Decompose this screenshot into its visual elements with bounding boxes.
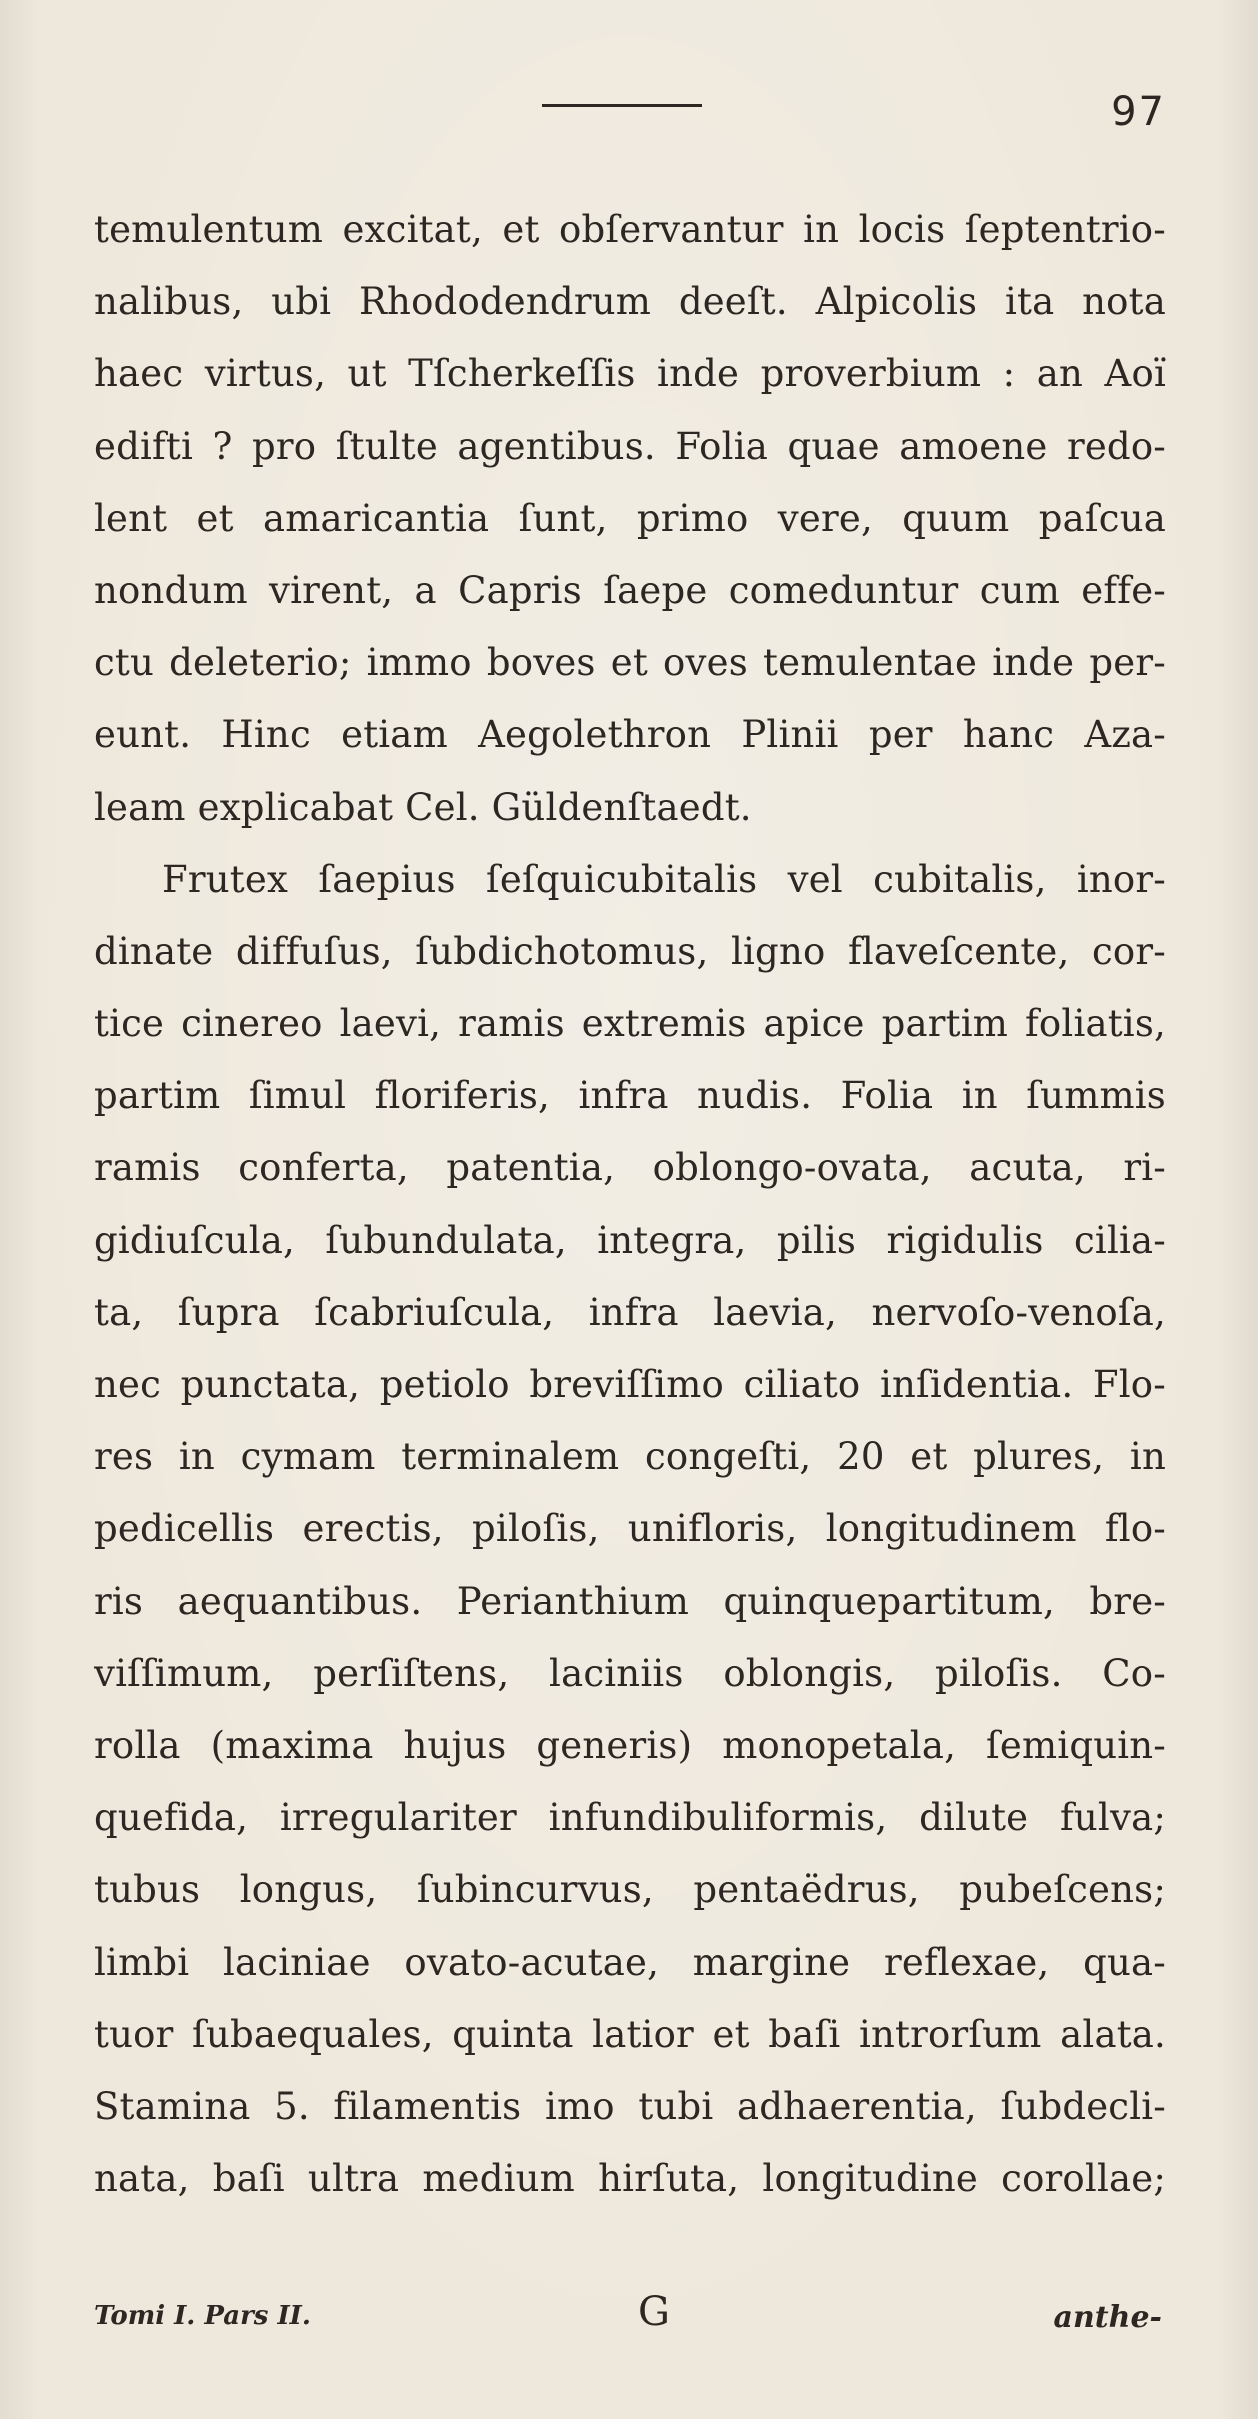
text-line: ta, ſupra ſcabriuſcula, infra laevia, nervoſo-venoſa,: [94, 1290, 1166, 1334]
text-line: nec punctata, petiolo breviſſimo ciliato inſidentia. Flo-: [94, 1363, 1166, 1406]
volume-label: Tomi I. Pars II.: [94, 2301, 311, 2331]
body-text: [94, 194, 1166, 2215]
text-line: Stamina 5. filamentis imo tubi adhaerentia, ſubdecli-: [94, 2084, 1166, 2128]
text-line: tuor ſubaequales, quinta latior et baſi introrſum alata.: [94, 2012, 1166, 2056]
page-footer: [94, 2288, 1166, 2348]
text-line: edifti ? pro ſtulte agentibus. Folia quae amoene redo-: [94, 424, 1166, 468]
catchword: anthe-: [1053, 2300, 1162, 2335]
text-line: Frutex ſaepius ſeſquicubitalis vel cubitalis, inor-: [162, 857, 1166, 901]
text-line: haec virtus, ut Tſcherkeſſis inde proverbium : an Aoï: [94, 352, 1166, 396]
text-line: temulentum excitat, et obſervantur in locis ſeptentrio-: [94, 208, 1166, 251]
text-line: rolla (maxima hujus generis) monopetala, ſemiquin-: [94, 1723, 1166, 1767]
text-line: ramis conferta, patentia, oblongo-ovata, acuta, ri-: [94, 1146, 1166, 1190]
text-line: lent et amaricantia ſunt, primo vere, quum paſcua: [94, 496, 1166, 540]
text-line: res in cymam terminalem congeſti, 20 et plures, in: [94, 1435, 1166, 1479]
signature-mark: G: [638, 2289, 670, 2335]
text-line: dinate diffuſus, ſubdichotomus, ligno flaveſcente, cor-: [94, 929, 1166, 973]
text-line: quefida, irregulariter infundibuliformis, dilute fulva;: [94, 1796, 1166, 1840]
text-line: leam explicabat Cel. Güldenſtaedt.: [94, 785, 752, 829]
text-line: tice cinereo laevi, ramis extremis apice partim foliatis,: [94, 1002, 1166, 1046]
text-line: partim ſimul floriferis, infra nudis. Folia in ſummis: [94, 1074, 1166, 1118]
text-line: nalibus, ubi Rhododendrum deeſt. Alpicolis ita nota: [94, 280, 1166, 324]
page-number: 97: [1111, 89, 1166, 135]
text-line: viſſimum, perſiſtens, laciniis oblongis, piloſis. Co-: [94, 1651, 1166, 1695]
text-line: ctu deleterio; immo boves et oves temulentae inde per-: [94, 641, 1166, 685]
text-line: tubus longus, ſubincurvus, pentaëdrus, pubeſcens;: [94, 1868, 1166, 1912]
text-line: eunt. Hinc etiam Aegolethron Plinii per hanc Aza-: [94, 713, 1166, 757]
text-line: limbi laciniae ovato-acutae, margine reflexae, qua-: [94, 1940, 1166, 1984]
header-rule: [542, 104, 702, 107]
text-line: nondum virent, a Capris ſaepe comeduntur cum effe-: [94, 568, 1166, 612]
text-line: gidiuſcula, ſubundulata, integra, pilis rigidulis cilia-: [94, 1218, 1166, 1262]
text-line: nata, baſi ultra medium hirſuta, longitudine corollae;: [94, 2157, 1166, 2201]
text-line: ris aequantibus. Perianthium quinquepartitum, bre-: [94, 1579, 1166, 1623]
text-line: pedicellis erectis, piloſis, unifloris, longitudinem flo-: [94, 1507, 1166, 1551]
